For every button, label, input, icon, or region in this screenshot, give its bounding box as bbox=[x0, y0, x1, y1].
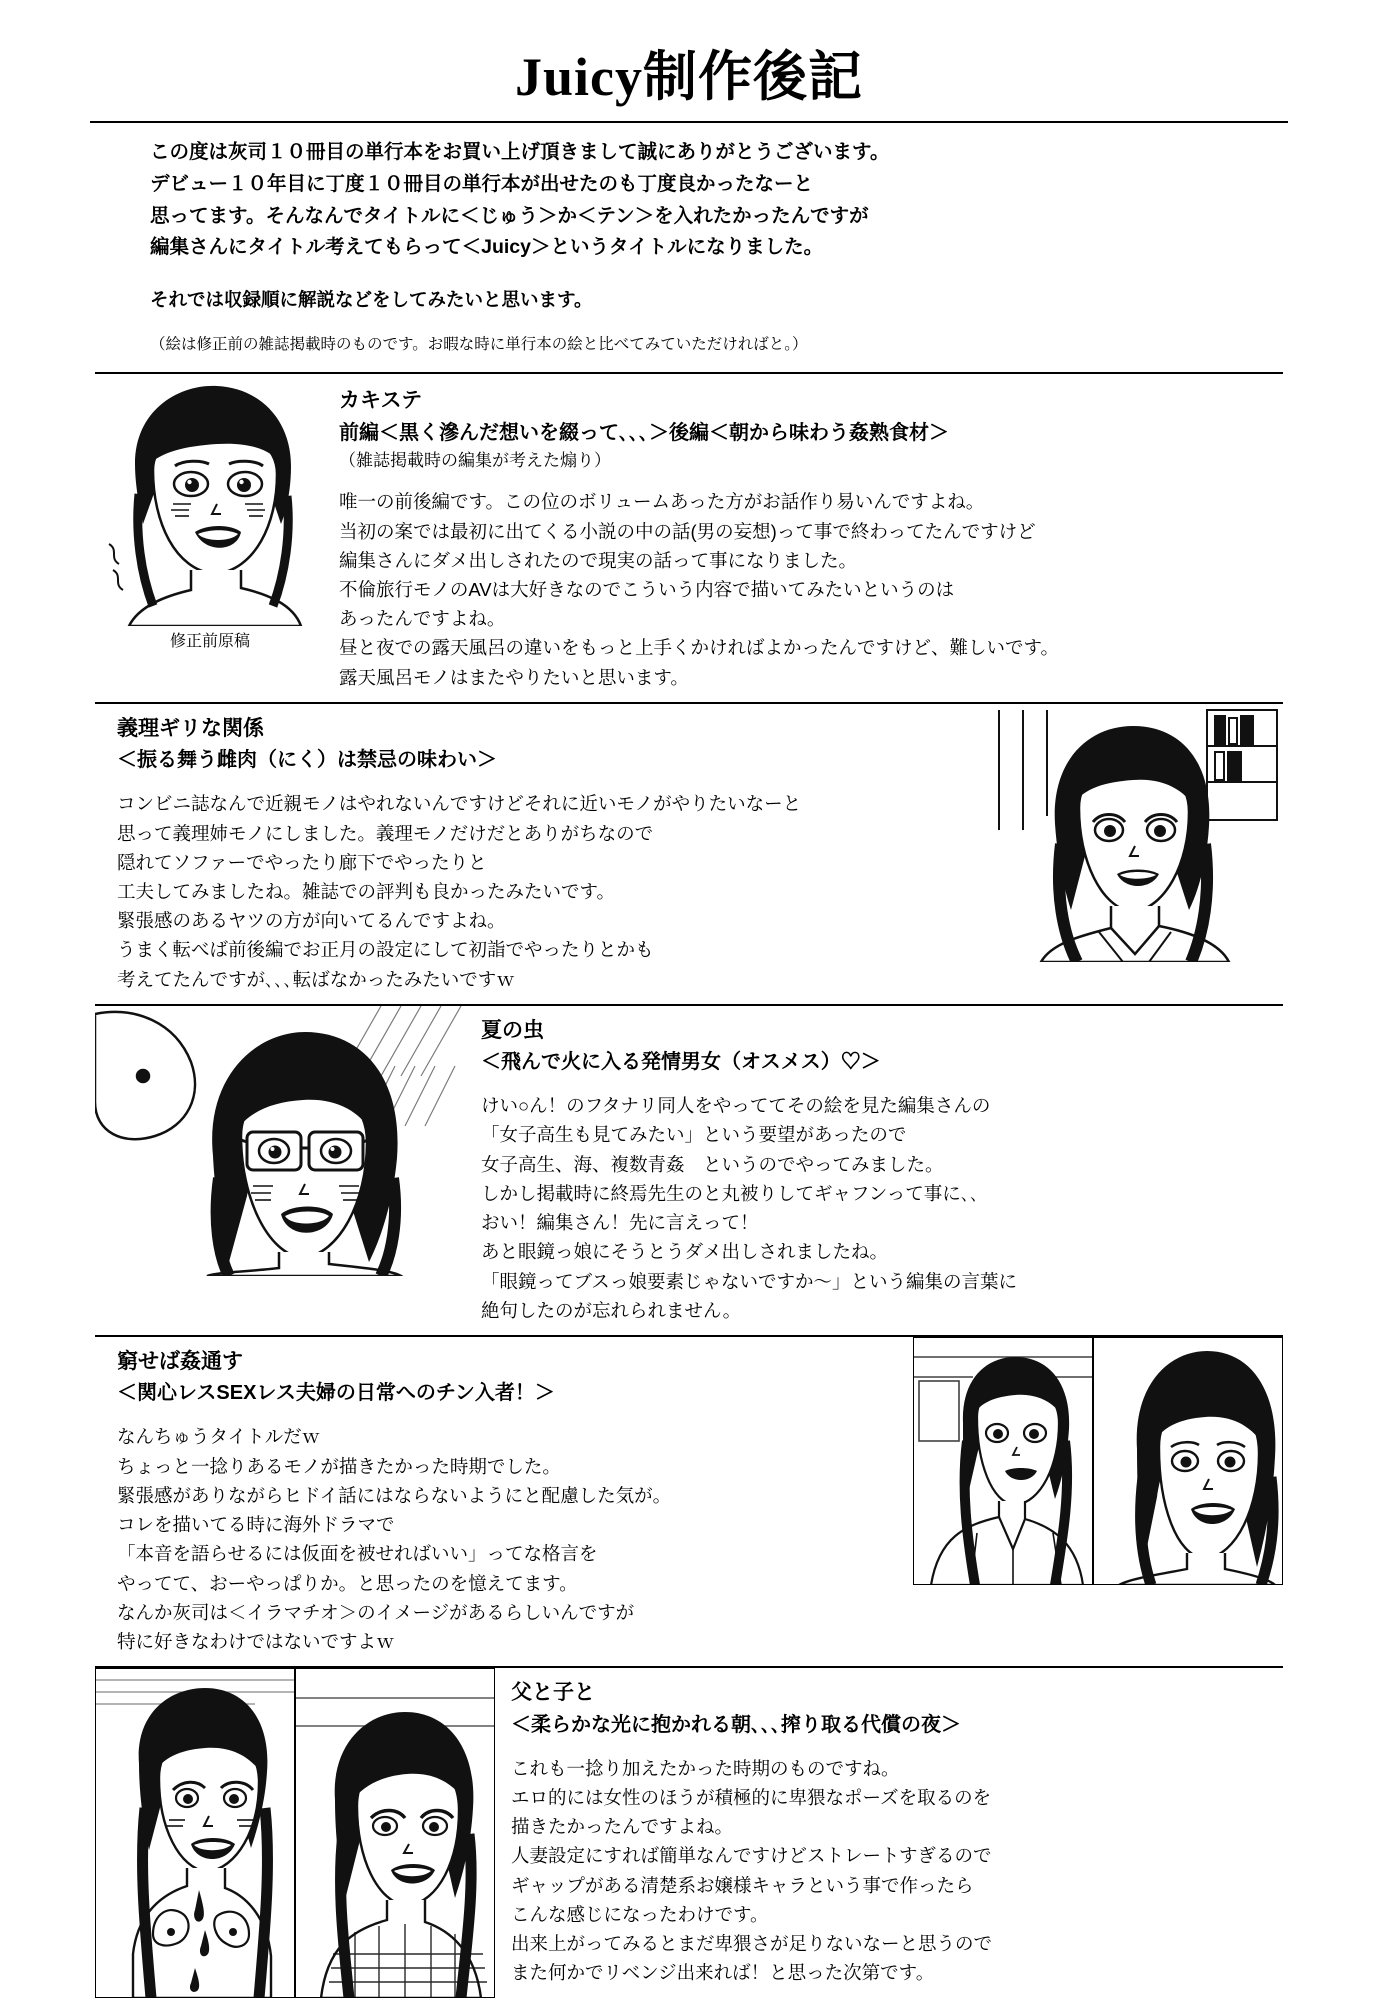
page-title-jp: 制作後記 bbox=[643, 47, 863, 107]
section-body bbox=[339, 487, 1277, 692]
section-subheading: ＜柔らかな光に抱かれる朝､､､搾り取る代償の夜＞ bbox=[511, 1713, 961, 1736]
section-heading: カキステ bbox=[339, 389, 423, 413]
body-line: 緊張感がありながらヒドイ話にはならないようにと配慮した気が。 bbox=[117, 1484, 672, 1506]
section-subheading: ＜飛んで火に入る発情男女（オスメス）♡＞ bbox=[481, 1051, 881, 1074]
page-title bbox=[0, 0, 1378, 107]
section-body bbox=[481, 1091, 1277, 1325]
section-text bbox=[325, 374, 1283, 701]
manga-art-nude-figure bbox=[95, 1668, 295, 1998]
section-artwork bbox=[95, 1668, 495, 1998]
section-note: （雑誌掲載時の編集が考えた煽り） bbox=[339, 450, 611, 470]
body-line: しかし掲載時に終焉先生のと丸被りしてギャフンって事に､､ bbox=[481, 1182, 980, 1204]
manga-art-girl-glasses-closeup bbox=[95, 1006, 465, 1276]
section-giri-giri-na-kankei bbox=[95, 704, 1283, 1006]
manga-art-girl-smiling-apron bbox=[295, 1668, 495, 1998]
artwork-caption: 修正前原稿 bbox=[169, 633, 250, 651]
intro-block bbox=[150, 137, 1228, 263]
body-line: 隠れてソファーでやったり廊下でやったりと bbox=[117, 851, 487, 873]
body-line: 出来上がってみるとまだ卑猥さが足りないなーと思うので bbox=[511, 1932, 993, 1954]
body-line: 考えてたんですが､､､転ばなかったみたいですｗ bbox=[117, 968, 515, 990]
intro-line-3: 思ってます。そんなんでタイトルに＜じゅう＞か＜テン＞を入れたかったんですが bbox=[150, 204, 869, 227]
body-line: 描きたかったんですよね。 bbox=[511, 1816, 734, 1838]
section-artwork bbox=[913, 1337, 1283, 1666]
body-line: 露天風呂モノはまたやりたいと思います。 bbox=[339, 666, 689, 688]
body-line: 思って義理姉モノにしました。義理モノだけだとありがちなので bbox=[117, 822, 654, 844]
manga-art-woman-portrait bbox=[1093, 1337, 1283, 1585]
body-line: うまく転べば前後編でお正月の設定にして初詣でやったりとかも bbox=[117, 939, 654, 961]
body-line: ギャップがある清楚系お嬢様キャラという事で作ったら bbox=[511, 1874, 974, 1896]
section-artwork bbox=[95, 374, 325, 701]
body-line: コンビニ誌なんで近親モノはやれないんですけどそれに近いモノがやりたいなーと bbox=[117, 793, 802, 815]
body-line: 絶句したのが忘れられません。 bbox=[481, 1299, 742, 1321]
body-line: なんちゅうタイトルだｗ bbox=[117, 1426, 321, 1448]
body-line: 不倫旅行モノのAVは大好きなのでこういう内容で描いてみたいというのは bbox=[339, 578, 955, 600]
body-line: 特に好きなわけではないですよｗ bbox=[117, 1630, 395, 1652]
section-body bbox=[117, 789, 987, 994]
body-line: あったんですよね。 bbox=[339, 608, 506, 630]
section-body bbox=[117, 1422, 907, 1656]
section-artwork bbox=[95, 1006, 465, 1335]
body-line: けい○ん！のフタナリ同人をやっててその絵を見た編集さんの bbox=[481, 1095, 991, 1117]
section-natsu-no-mushi bbox=[95, 1006, 1283, 1337]
manga-art-woman-pajamas bbox=[913, 1337, 1093, 1585]
intro-line-1: この度は灰司１０冊目の単行本をお買い上げ頂きまして誠にありがとうございます。 bbox=[150, 141, 890, 164]
section-heading: 夏の虫 bbox=[481, 1018, 544, 1042]
section-text bbox=[495, 1668, 1283, 1998]
body-line: 唯一の前後編です。この位のボリュームあった方がお話作り易いんですよね。 bbox=[339, 491, 985, 513]
section-subheading: 前編＜黒く滲んだ想いを綴って､､､＞後編＜朝から味わう姦熟食材＞ bbox=[339, 421, 949, 444]
intro-line-4: 編集さんにタイトル考えてもらって＜Juicy＞というタイトルになりました。 bbox=[150, 236, 824, 259]
body-line: ちょっと一捻りあるモノが描きたかった時期でした。 bbox=[117, 1455, 561, 1477]
body-line: 「本音を語らせるには仮面を被せればいい」ってな格言を bbox=[117, 1543, 598, 1565]
page-title-en: Juicy bbox=[514, 47, 643, 107]
body-line: これも一捻り加えたかった時期のものですね。 bbox=[511, 1757, 900, 1779]
intro-secondary-block bbox=[150, 286, 1228, 357]
section-text bbox=[95, 1337, 913, 1666]
body-line: また何かでリベンジ出来れば！と思った次第です。 bbox=[511, 1962, 935, 1984]
body-line: 「女子高生も見てみたい」という要望があったので bbox=[481, 1124, 907, 1146]
section-body bbox=[511, 1754, 1277, 1988]
body-line: なんか灰司は＜イラマチオ＞のイメージがあるらしいんですが bbox=[117, 1601, 635, 1623]
section-heading: 義理ギリな関係 bbox=[117, 716, 264, 740]
title-divider bbox=[90, 121, 1288, 123]
section-text bbox=[465, 1006, 1283, 1335]
section-heading: 窮せば姦通す bbox=[117, 1350, 243, 1374]
body-line: やってて、おーやっぱりか。と思ったのを憶えてます。 bbox=[117, 1572, 578, 1594]
body-line: 女子高生、海、複数青姦 というのでやってみました。 bbox=[481, 1153, 944, 1175]
body-line: エロ的には女性のほうが積極的に卑猥なポーズを取るのを bbox=[511, 1786, 992, 1808]
section-artwork bbox=[993, 704, 1283, 1004]
body-line: あと眼鏡っ娘にそうとうダメ出しされましたね。 bbox=[481, 1241, 889, 1263]
intro-note: （絵は修正前の雑誌掲載時のものです。お暇な時に単行本の絵と比べてみていただければと。） bbox=[150, 335, 808, 353]
body-line: 編集さんにダメ出しされたので現実の話って事になりました。 bbox=[339, 549, 858, 571]
body-line: コレを描いてる時に海外ドラマで bbox=[117, 1514, 395, 1536]
section-text bbox=[95, 704, 993, 1004]
section-chichi-to-ko-to bbox=[95, 1668, 1283, 1998]
body-line: 工夫してみましたね。雑誌での評判も良かったみたいです。 bbox=[117, 880, 616, 902]
section-subheading: ＜関心レスSEXレス夫婦の日常へのチン入者！＞ bbox=[117, 1382, 555, 1405]
section-subheading: ＜振る舞う雌肉（にく）は禁忌の味わい＞ bbox=[117, 749, 497, 772]
body-line: 昼と夜での露天風呂の違いをもっと上手くかければよかったんですけど、難しいです。 bbox=[339, 637, 1060, 659]
body-line: 「眼鏡ってブスっ娘要素じゃないですか～」という編集の言葉に bbox=[481, 1270, 1017, 1292]
body-line: 人妻設定にすれば簡単なんですけどストレートすぎるので bbox=[511, 1845, 992, 1867]
section-kakisute bbox=[95, 374, 1283, 703]
intro-line-2: デビュー１０年目に丁度１０冊目の単行本が出せたのも丁度良かったなーと bbox=[150, 172, 814, 195]
section-heading: 父と子と bbox=[511, 1681, 595, 1705]
sections-list bbox=[95, 372, 1283, 1998]
body-line: 緊張感のあるヤツの方が向いてるんですよね。 bbox=[117, 910, 506, 932]
body-line: こんな感じになったわけです。 bbox=[511, 1903, 769, 1925]
section-kyuuseba-kantsuusu bbox=[95, 1337, 1283, 1668]
body-line: おい！編集さん！先に言えって！ bbox=[481, 1212, 759, 1234]
body-line: 当初の案では最初に出てくる小説の中の話(男の妄想)って事で終わってたんですけど bbox=[339, 520, 1036, 542]
manga-art-woman-smiling-indoors bbox=[993, 704, 1283, 962]
manga-art-girl-sweating bbox=[95, 374, 325, 626]
intro-toc-line: それでは収録順に解説などをしてみたいと思います。 bbox=[150, 288, 593, 310]
